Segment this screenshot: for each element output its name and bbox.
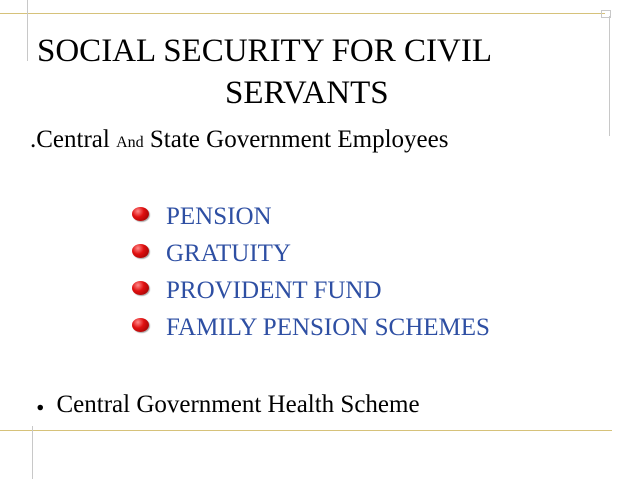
subtitle xyxy=(30,124,448,159)
list-item-label: FAMILY PENSION SCHEMES xyxy=(166,314,490,341)
list-item xyxy=(132,312,490,349)
list-item xyxy=(132,275,490,312)
red-bullet-icon xyxy=(132,244,149,258)
subtitle-prefix: .Central xyxy=(30,126,110,153)
red-bullet-icon xyxy=(132,281,149,295)
red-bullet-icon xyxy=(132,318,149,332)
footer-marker: . xyxy=(36,381,45,418)
subtitle-suffix: State Government Employees xyxy=(149,126,449,153)
list-item xyxy=(132,238,490,275)
benefits-list xyxy=(132,201,490,349)
top-accent-line xyxy=(0,13,605,14)
list-item-label: PENSION xyxy=(166,203,272,230)
title-line-2: SERVANTS xyxy=(225,75,389,111)
bottom-accent-line xyxy=(0,430,612,431)
bottom-left-frame-line xyxy=(32,426,33,479)
slide-title xyxy=(37,30,597,114)
subtitle-small-word: And xyxy=(116,134,144,151)
right-frame-line xyxy=(609,16,610,136)
footer-line xyxy=(36,381,420,421)
left-frame-line xyxy=(27,0,28,61)
footer-text: Central Government Health Scheme xyxy=(56,391,420,418)
red-bullet-icon xyxy=(132,207,149,221)
title-line-1: SOCIAL SECURITY FOR CIVIL xyxy=(37,33,492,69)
list-item-label: GRATUITY xyxy=(166,240,291,267)
list-item xyxy=(132,201,490,238)
list-item-label: PROVIDENT FUND xyxy=(166,277,382,304)
